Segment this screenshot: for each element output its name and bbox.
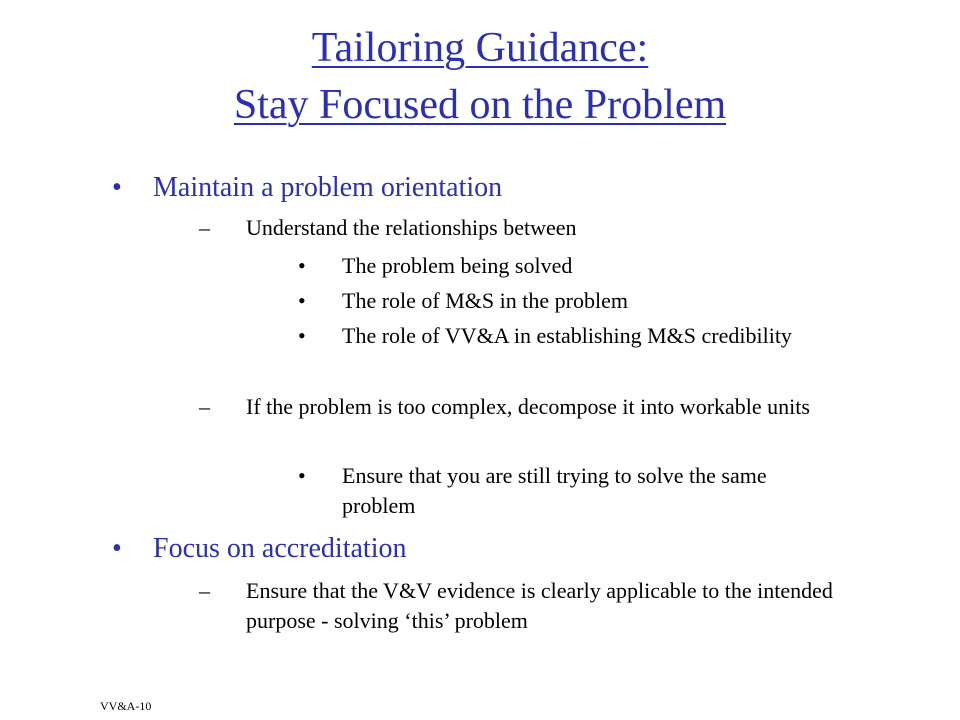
point-1-sub-2-item-1: Ensure that you are still trying to solve the same problem (342, 463, 767, 518)
sub-bullet-glyph: • (298, 323, 306, 348)
bullet-glyph: • (112, 533, 122, 564)
slide-title-line-1: Tailoring Guidance: (311, 25, 649, 71)
dash-glyph: – (199, 215, 210, 240)
point-1-sub-1-item-2: The role of M&S in the problem (342, 288, 628, 313)
slide-title-line-2: Stay Focused on the Problem (233, 82, 727, 128)
point-1-sub-1-text: Understand the relationships between (246, 215, 577, 240)
sub-bullet-glyph: • (298, 463, 306, 488)
point-1-sub-1-item-3: The role of VV&A in establishing M&S credibility (342, 323, 792, 348)
point-2-sub-1-text: Ensure that the V&V evidence is clearly applicable to the intended purpose - solving ‘this’ problem (246, 578, 833, 633)
point-1-text: Maintain a problem orientation (153, 172, 503, 203)
point-1-sub-2-text: If the problem is too complex, decompose it into workable units (246, 394, 810, 419)
sub-bullet-glyph: • (298, 288, 306, 313)
sub-bullet-glyph: • (298, 253, 306, 278)
slide-footer-label: VV&A-10 (100, 699, 152, 713)
bullet-glyph: • (112, 172, 122, 203)
dash-glyph: – (199, 578, 210, 603)
point-2-text: Focus on accreditation (153, 533, 407, 564)
point-1-sub-1-item-1: The problem being solved (342, 253, 573, 278)
dash-glyph: – (199, 394, 210, 419)
